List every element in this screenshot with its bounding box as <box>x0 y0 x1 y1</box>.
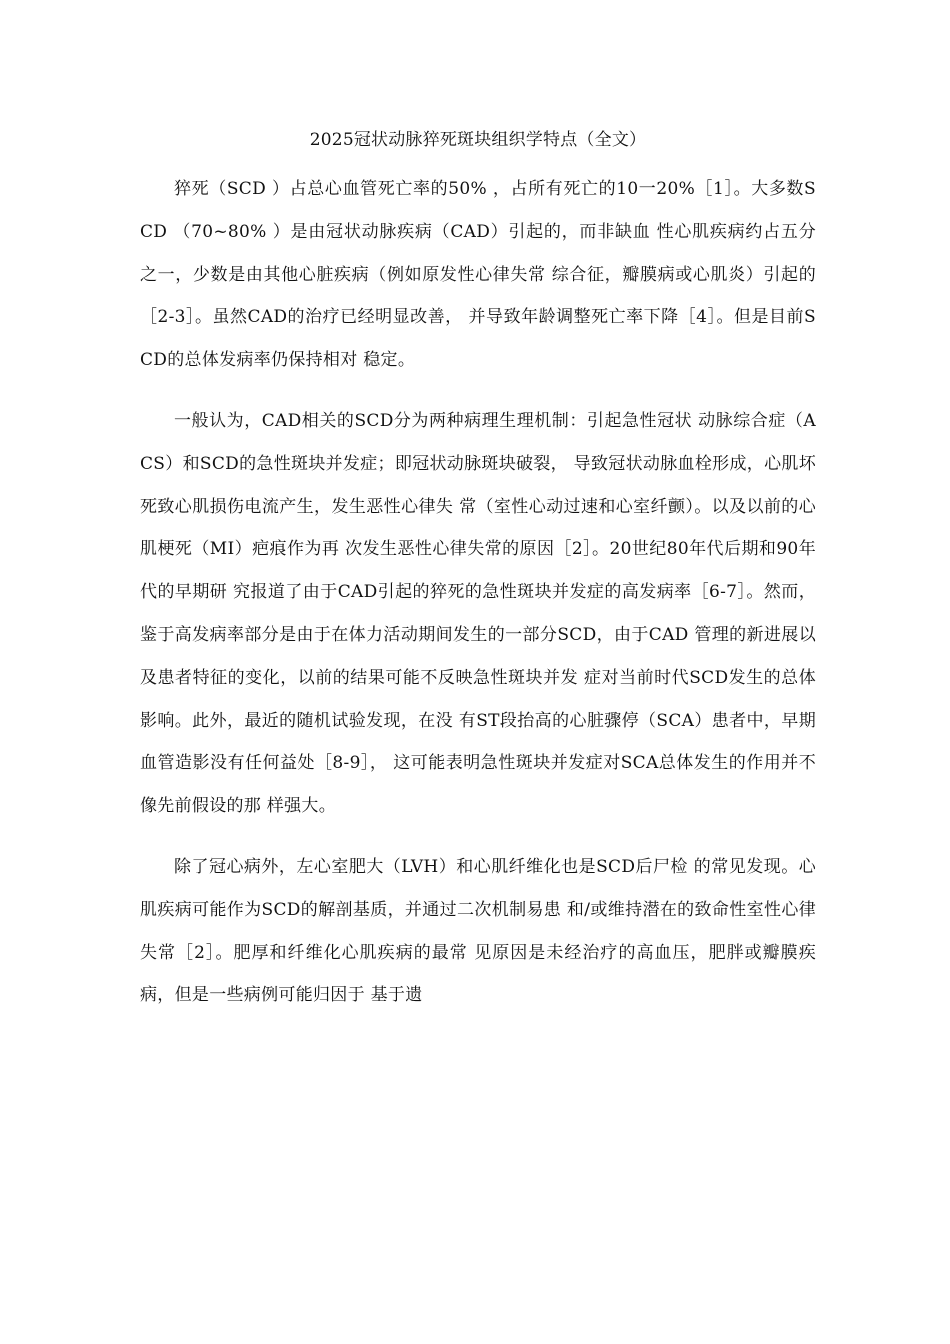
paragraph-3: 除了冠心病外，左心室肥大（LVH）和心肌纤维化也是SCD后尸检 的常见发现。心肌疾病可能作为SCD的解剖基质，并通过二次机制易患 和/或维持潜在的致命性室性心律失常［2］。肥厚和纤维化心肌疾病的最常 见原因是未经治疗的高血压，肥胖或瓣膜疾病，但是一些病例可能归因于 基于遗 <box>140 856 816 1006</box>
document-page <box>140 118 816 1035</box>
document-title: 2025冠状动脉猝死斑块组织学特点（全文） <box>309 130 647 150</box>
paragraph-2: 一般认为，CAD相关的SCD分为两种病理生理机制：引起急性冠状 动脉综合症（ACS）和SCD的急性斑块并发症；即冠状动脉斑块破裂， 导致冠状动脉血栓形成，心肌坏死致心肌损伤电流产生，发生恶性心律失 常（室性心动过速和心室纤颤）。以及以前的心肌梗死（MI）疤痕作为再 次发生恶性心律失常的原因［2］。20世纪80年代后期和90年代的早期研 究报道了由于CAD引起的猝死的急性斑块并发症的高发病率［6-7］。然而， 鉴于高发病率部分是由于在体力活动期间发生的一部分SCD，由于CAD 管理的新进展以及患者特征的变化，以前的结果可能不反映急性斑块并发 症对当前时代SCD发生的总体影响。此外，最近的随机试验发现，在没 有ST段抬高的心脏骤停（SCA）患者中，早期血管造影没有任何益处［8-9］， 这可能表明急性斑块并发症对SCA总体发生的作用并不像先前假设的那 样强大。 <box>140 410 816 817</box>
paragraph-1: 猝死（SCD ）占总心血管死亡率的50% ，占所有死亡的10一20%［1］。大多数SCD （70~80% ）是由冠状动脉疾病（CAD）引起的，而非缺血 性心肌疾病约占五分之一，少数是由其他心脏疾病（例如原发性心律失常 综合征，瓣膜病或心肌炎）引起的［2-3］。虽然CAD的治疗已经明显改善， 并导致年龄调整死亡率下降［4］。但是目前SCD的总体发病率仍保持相对 稳定。 <box>140 179 816 371</box>
